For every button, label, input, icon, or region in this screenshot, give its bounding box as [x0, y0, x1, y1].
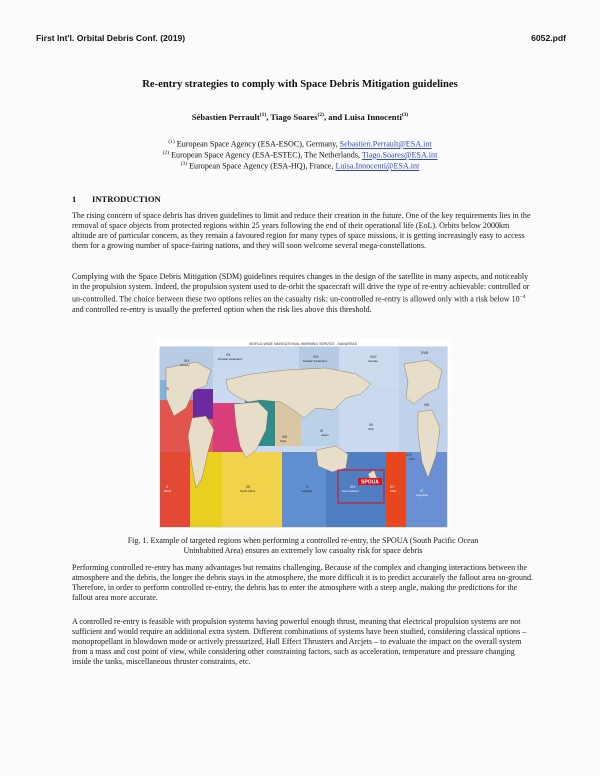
region-name: Brazil — [164, 489, 171, 493]
running-header-left: First Int'l. Orbital Debris Conf. (2019) — [36, 33, 186, 43]
region-id: XX — [226, 353, 231, 357]
region-name: Argentina — [416, 493, 428, 497]
email-link[interactable]: Sebastien.Perrault@ESA.int — [339, 139, 432, 149]
region-name: New Zealand — [342, 489, 359, 493]
region-id: VII — [246, 485, 251, 489]
author-mark: (3) — [401, 112, 409, 119]
email-link[interactable]: Luisa.Innocenti@ESA.int — [335, 161, 420, 171]
figure-caption — [72, 536, 534, 556]
paragraph-text: and controlled re-entry is usually the preferred option when the risk lies above this threshold. — [72, 304, 372, 314]
exponent: −4 — [519, 294, 526, 301]
region-id: XI — [320, 429, 324, 433]
region-id: XVIII — [421, 351, 429, 355]
region-id: XII — [369, 423, 374, 427]
section-title: INTRODUCTION — [92, 194, 161, 204]
author-name: Tiago Soares — [270, 112, 318, 122]
region-name: Chile — [390, 489, 397, 493]
region-id: XXI — [313, 355, 319, 359]
region-id: VI — [420, 489, 424, 493]
region-name: Australia — [301, 489, 312, 493]
region-id: XV — [390, 485, 395, 489]
affiliation-text: European Space Agency (ESA-HQ), France, — [187, 161, 336, 171]
region-id: XIV — [350, 485, 356, 489]
email-link[interactable]: Tiago.Soares@ESA.int — [361, 150, 438, 160]
paper-title: Re-entry strategies to comply with Space Debris Mitigation guidelines — [142, 79, 458, 90]
affiliation-text: European Space Agency (ESA-ESTEC), The Netherlands, — [169, 150, 362, 160]
region-name: Russian Federation — [218, 357, 243, 361]
author-separator: , — [266, 112, 271, 122]
author-name: Sébastien Perrault — [191, 112, 260, 122]
region-id: X — [306, 485, 309, 489]
region-name: South Africa — [240, 489, 256, 493]
caption-line: Fig. 1. Example of targeted regions when performing a controlled re-entry, the SPOUA (South Pacific Ocean — [127, 536, 479, 545]
region-name: USA — [368, 427, 374, 431]
region-id: XVI — [406, 453, 412, 457]
spoua-label: SPOUA — [361, 479, 379, 486]
caption-line: Uninhabited Area) ensures an extremely low casualty risk for space debris — [183, 546, 423, 556]
region-id: XIII — [424, 403, 430, 407]
author-mark: (2) — [317, 112, 324, 119]
author-name: Luisa Innocenti — [344, 112, 402, 122]
affiliation-mark: (3) — [180, 161, 188, 167]
region-id: VIII — [282, 435, 288, 439]
author-list — [0, 112, 600, 122]
author-mark: (1) — [259, 112, 267, 119]
region-id: V — [166, 485, 169, 489]
region-block — [193, 389, 213, 419]
running-header-right: 6052.pdf — [531, 33, 566, 43]
region-name: Peru — [409, 457, 415, 461]
paragraph: The rising concern of space debris has driven guidelines to limit and reduce their creation in the future. One of the key requirements lies in the removal of space objects from protected regions within 25 years following the end of their operational life (EoL). Orbits below 2000km altitude are of particular concern, as they remain a favoured region for many types of space missions, it is getting increasingly easy to access them for a growing number of space-fairing nations, and they will soon welcome several mega-constellations. — [72, 211, 531, 251]
navareas-world-map — [156, 338, 451, 530]
paragraph — [72, 272, 534, 315]
region-id: XVII — [370, 355, 377, 359]
region-name: Russian Federation — [303, 359, 328, 363]
affiliation-mark: (1) — [168, 139, 175, 145]
paragraph: A controlled re-entry is feasible with propulsion systems having powerful enough thrust, meaning that electrical propulsion systems are not sufficient and would require an additional extra system. Different combinations of systems have been studied, considering classical options – monopropellant in blowdown mode or actively pressurized, Hall Effect Thrusters and Arcjets – to evaluate the impact on the overall system from a mass and cost point of view, while considering other constraining factors, such as acceleration, temperature and pressure changing inside the tanks, miscellaneous thruster constraints, etc. — [72, 617, 527, 667]
region-name: India — [280, 439, 287, 443]
section-heading — [72, 194, 161, 204]
region-name: Canada — [368, 359, 378, 363]
region-name: Japan — [321, 433, 329, 437]
affiliation-mark: (2) — [162, 150, 170, 156]
region-name: Norway — [180, 363, 190, 367]
map-header: WORLD-WIDE NAVIGATIONAL WARNING SERVICE - NAVAREAS — [248, 342, 358, 346]
affiliation — [0, 159, 600, 172]
paragraph-text: Complying with the Space Debris Mitigation (SDM) guidelines requires changes in the design of the satellite in many aspects, and noticeably in the propulsion system. Indeed, the propulsion system used to de-orbit the spacecraft will drive the type of re-entry achievable: controlled or un-controlled. The choice between these two options relies on the casualty risk: un-controlled re-entry is allowed only with a risk below 10 — [72, 272, 530, 304]
paragraph: Performing controlled re-entry has many advantages but remains challenging. Because of the complex and changing interactions between the atmosphere and the debris, the longer the debris stays in the atmosphere, the more difficult it is to predict accurately the fallout area on-ground. Therefore, in order to perform controlled re-entry, the debris has to enter the atmosphere with a steep angle, making the predictions for the fallout area more accurate. — [72, 563, 534, 603]
section-number: 1 — [72, 194, 77, 204]
affiliation-text: European Space Agency (ESA-ESOC), Germany, — [174, 139, 340, 149]
region-id: IV — [166, 387, 170, 391]
author-separator: , and — [323, 112, 345, 122]
region-id: XIX — [184, 359, 190, 363]
